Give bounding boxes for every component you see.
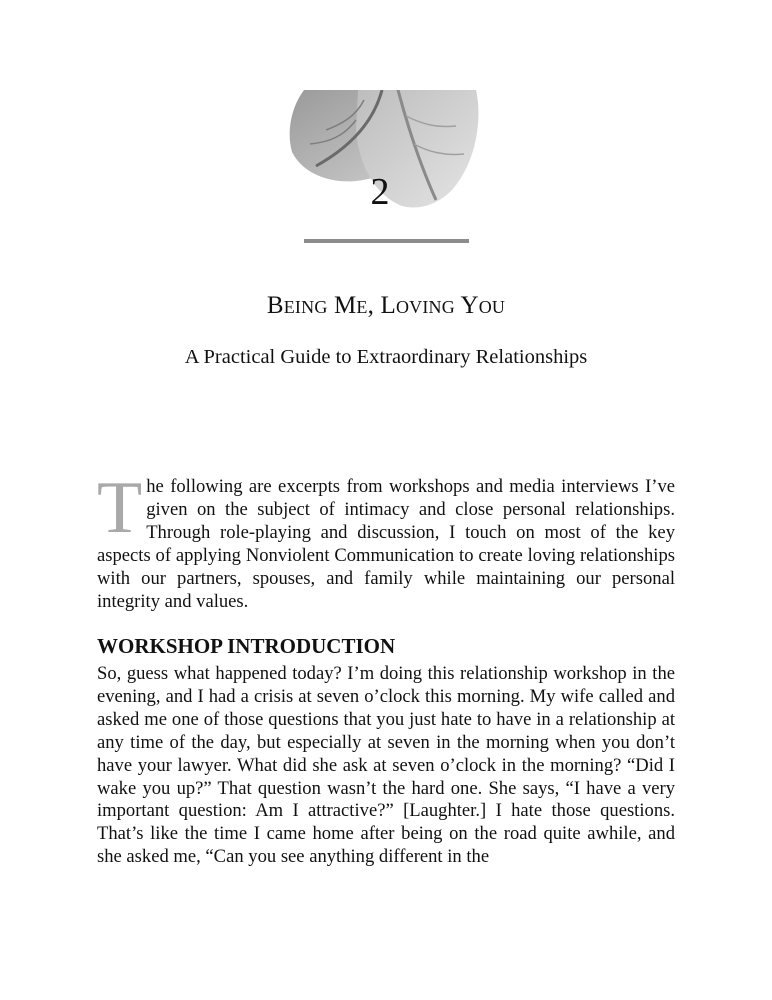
chapter-subtitle: A Practical Guide to Extraordinary Relationships	[184, 346, 588, 368]
intro-text: he following are excerpts from workshops and media interviews I’ve given on the subject of intimacy and close personal relationships. Through role-playing and discussion, I touch on most of the key aspects of applying Nonviolent Communication to create loving relationships with our partners, spouses, and family while maintaining our personal integrity and values.	[97, 476, 675, 612]
section-heading: WORKSHOP INTRODUCTION	[97, 634, 396, 658]
body-text: So, guess what happened today? I’m doing this relationship workshop in the evening, and I had a crisis at seven o’clock this morning. My wife called and asked me one of those questions that you just hate to have in a relationship at any time of the day, but especially at seven in the morning when you don’t have your lawyer. What did she ask at seven o’clock in the morning? “Did I wake you up?” That question wasn’t the hard one. She says, “I have a very important question: Am I attractive?” [Laughter.] I hate those questions. That’s like the time I came home after being on the road quite awhile, and she asked me, “Can you see anything different in the	[97, 663, 675, 868]
drop-cap: T	[97, 467, 143, 549]
chapter-title: Being Me, Loving You	[266, 292, 506, 319]
intro-paragraph	[97, 467, 675, 613]
body-paragraph	[97, 663, 675, 869]
chapter-divider	[304, 239, 469, 243]
chapter-number: 2	[370, 171, 390, 213]
